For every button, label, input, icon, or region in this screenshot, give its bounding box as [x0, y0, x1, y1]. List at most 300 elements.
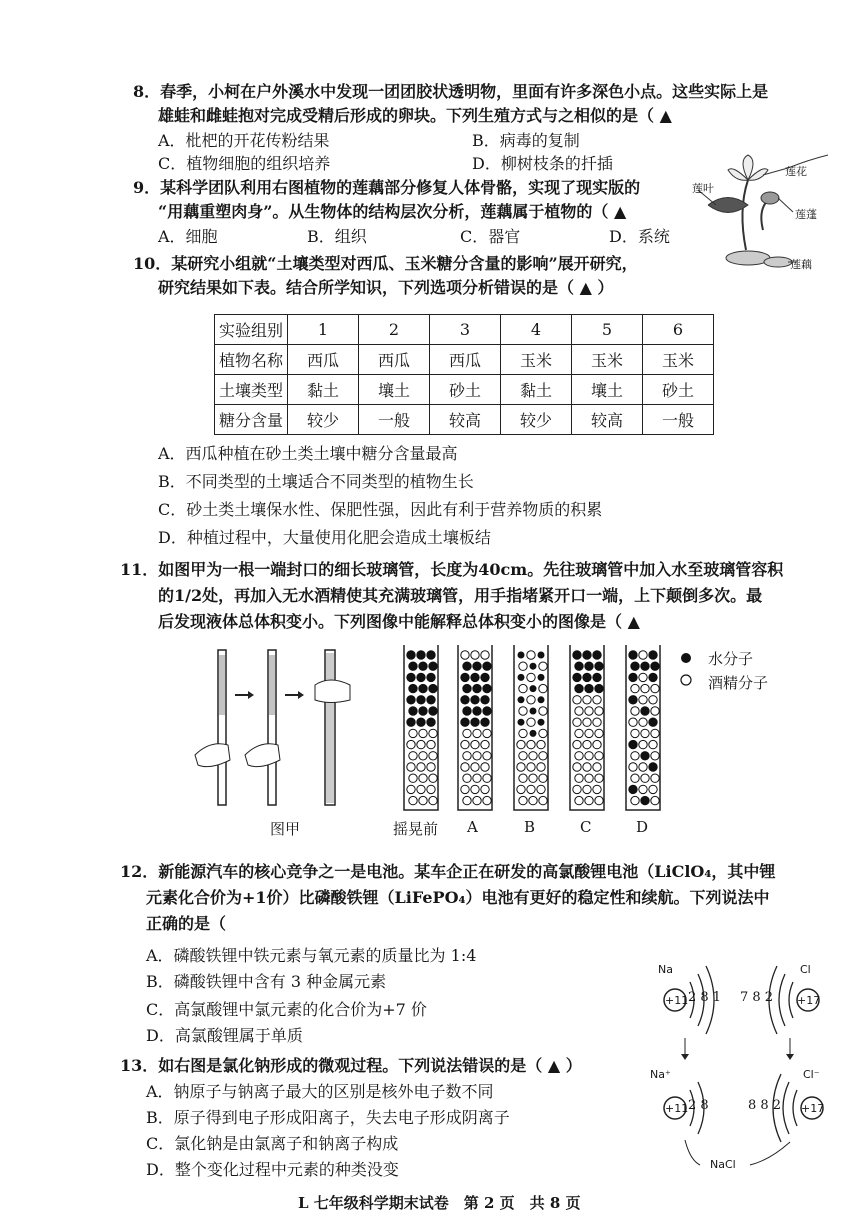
- alcohol-molecule: [537, 763, 545, 771]
- alcohol-molecule: [641, 684, 649, 692]
- water-molecule: [473, 707, 481, 715]
- table-row: [215, 375, 714, 405]
- alcohol-molecule: [419, 774, 427, 782]
- table-row: [215, 315, 714, 345]
- water-molecule: [629, 696, 637, 704]
- alcohol-molecule: [639, 673, 647, 681]
- cl-ion-shell-electrons: 8 8 2: [748, 1098, 782, 1113]
- water-molecule: [641, 662, 649, 670]
- legend-alcohol: 酒精分子: [708, 674, 769, 692]
- alcohol-molecule: [539, 662, 547, 670]
- alcohol-molecule: [529, 774, 537, 782]
- alcohol-molecule: [573, 696, 581, 704]
- water-molecule: [593, 651, 601, 659]
- tube-label-b: B: [524, 818, 536, 836]
- alcohol-molecule: [463, 729, 471, 737]
- water-molecule: [463, 707, 471, 715]
- na-nucleus: +11: [665, 994, 689, 1007]
- q9-option-d: D．系统: [609, 227, 670, 246]
- alcohol-molecule: [419, 752, 427, 760]
- figure-jia: [190, 645, 370, 815]
- alcohol-molecule: [595, 729, 603, 737]
- table-cell: 较少: [501, 405, 572, 435]
- soil-sugar-table: [214, 314, 714, 435]
- alcohol-molecule: [483, 774, 491, 782]
- water-molecule: [461, 696, 469, 704]
- alcohol-molecule: [417, 785, 425, 793]
- alcohol-molecule: [429, 774, 437, 782]
- tube-label-c: C: [580, 818, 592, 836]
- alcohol-molecule: [417, 763, 425, 771]
- alcohol-molecule: [585, 774, 593, 782]
- water-molecule: [481, 696, 489, 704]
- alcohol-molecule: [481, 785, 489, 793]
- q11-stem-line3: 后发现液体总体积变小。下列图像中能解释总体积变小的图像是（ ▲: [158, 612, 640, 631]
- alcohol-molecule: [527, 740, 535, 748]
- q8-stem-line2: 雄蛙和雌蛙抱对完成受精后形成的卵块。下列生殖方式与之相似的是（ ▲: [158, 106, 672, 125]
- water-molecule: [575, 684, 583, 692]
- alcohol-molecule: [585, 752, 593, 760]
- alcohol-molecule: [473, 796, 481, 804]
- table-cell: 3: [430, 315, 501, 345]
- q9-option-a: A．细胞: [158, 227, 218, 246]
- alcohol-molecule: [639, 651, 647, 659]
- water-molecule: [530, 686, 536, 692]
- water-molecule: [518, 674, 524, 680]
- table-cell: 较高: [572, 405, 643, 435]
- alcohol-molecule: [575, 729, 583, 737]
- water-molecule: [409, 662, 417, 670]
- alcohol-molecule: [461, 740, 469, 748]
- water-molecule: [471, 696, 479, 704]
- water-molecule: [518, 697, 524, 703]
- table-cell: 2: [359, 315, 430, 345]
- alcohol-molecule: [575, 752, 583, 760]
- water-molecule: [641, 752, 649, 760]
- alcohol-molecule: [517, 740, 525, 748]
- tube-label-d: D: [636, 818, 649, 836]
- water-molecule: [427, 696, 435, 704]
- alcohol-molecule: [575, 774, 583, 782]
- tube-label-a: A: [467, 818, 478, 836]
- table-cell: 较高: [430, 405, 501, 435]
- alcohol-molecule: [407, 763, 415, 771]
- lotus-label-root: 莲藕: [790, 258, 812, 271]
- table-cell: 西瓜: [430, 345, 501, 375]
- cl-atom-label: Cl: [800, 963, 811, 976]
- cl-ion-label: Cl⁻: [803, 1068, 820, 1081]
- cl-ion-nucleus: +17: [801, 1102, 825, 1115]
- water-molecule: [573, 651, 581, 659]
- table-cell: 实验组别: [215, 315, 288, 345]
- alcohol-molecule: [473, 774, 481, 782]
- alcohol-molecule: [539, 774, 547, 782]
- alcohol-molecule: [583, 740, 591, 748]
- water-molecule: [427, 718, 435, 726]
- alcohol-molecule: [641, 774, 649, 782]
- alcohol-molecule: [519, 684, 527, 692]
- water-molecule: [417, 673, 425, 681]
- alcohol-molecule: [573, 740, 581, 748]
- alcohol-molecule: [471, 763, 479, 771]
- alcohol-molecule: [409, 796, 417, 804]
- q12-option-d: D．高氯酸锂属于单质: [146, 1026, 303, 1045]
- alcohol-molecule: [651, 796, 659, 804]
- water-molecule: [429, 684, 437, 692]
- water-molecule: [649, 673, 657, 681]
- alcohol-molecule: [631, 707, 639, 715]
- alcohol-molecule: [649, 740, 657, 748]
- alcohol-molecule: [527, 673, 535, 681]
- lotus-label-leaf: 莲叶: [692, 182, 714, 195]
- na-ion-shell-electrons: 2 8: [688, 1098, 709, 1113]
- alcohol-molecule: [409, 752, 417, 760]
- alcohol-molecule: [639, 785, 647, 793]
- table-row: [215, 345, 714, 375]
- molecule-tubes: [396, 640, 676, 815]
- alcohol-molecule: [483, 796, 491, 804]
- alcohol-molecule: [593, 718, 601, 726]
- water-molecule: [538, 719, 544, 725]
- q13-option-b: B．原子得到电子形成阳离子，失去电子形成阴离子: [146, 1108, 510, 1127]
- q8-option-b: B．病毒的复制: [472, 131, 580, 150]
- na-ion-label: Na⁺: [650, 1068, 671, 1081]
- water-molecule: [407, 673, 415, 681]
- table-row: [215, 405, 714, 435]
- alcohol-molecule: [595, 774, 603, 782]
- alcohol-molecule: [409, 729, 417, 737]
- q8-option-c: C．植物细胞的组织培养: [158, 154, 331, 173]
- alcohol-molecule: [593, 696, 601, 704]
- alcohol-molecule: [527, 696, 535, 704]
- alcohol-molecule: [649, 696, 657, 704]
- water-molecule: [518, 652, 524, 658]
- legend-markers: [678, 650, 694, 690]
- alcohol-molecule: [651, 774, 659, 782]
- water-molecule: [649, 651, 657, 659]
- table-cell: 土壤类型: [215, 375, 288, 405]
- water-molecule: [585, 684, 593, 692]
- alcohol-molecule: [537, 785, 545, 793]
- alcohol-molecule: [529, 796, 537, 804]
- alcohol-molecule: [527, 763, 535, 771]
- table-cell: 西瓜: [359, 345, 430, 375]
- alcohol-molecule: [575, 796, 583, 804]
- alcohol-molecule: [641, 729, 649, 737]
- water-molecule: [473, 662, 481, 670]
- q12-stem-line3: 正确的是（: [146, 914, 227, 933]
- alcohol-molecule: [407, 740, 415, 748]
- alcohol-molecule: [629, 763, 637, 771]
- water-molecule: [429, 662, 437, 670]
- table-cell: 一般: [359, 405, 430, 435]
- alcohol-molecule: [595, 707, 603, 715]
- water-molecule: [419, 662, 427, 670]
- table-cell: 玉米: [501, 345, 572, 375]
- q9-stem-line1: 9．某科学团队利用右图植物的莲藕部分修复人体骨骼，实现了现实版的: [133, 178, 641, 197]
- alcohol-molecule: [461, 651, 469, 659]
- water-molecule: [649, 763, 657, 771]
- q12-option-b: B．磷酸铁锂中含有 3 种金属元素: [146, 972, 387, 991]
- water-molecule: [417, 718, 425, 726]
- alcohol-molecule: [583, 718, 591, 726]
- alcohol-molecule: [481, 651, 489, 659]
- q9-option-c: C．器官: [460, 227, 521, 246]
- water-molecule: [629, 740, 637, 748]
- water-molecule: [573, 673, 581, 681]
- water-molecule: [483, 662, 491, 670]
- water-molecule: [538, 652, 544, 658]
- alcohol-molecule: [639, 718, 647, 726]
- water-molecule: [641, 796, 649, 804]
- q13-option-a: A．钠原子与钠离子最大的区别是核外电子数不同: [146, 1082, 494, 1101]
- na-ion-nucleus: +11: [665, 1102, 689, 1115]
- alcohol-molecule: [427, 785, 435, 793]
- alcohol-molecule: [517, 785, 525, 793]
- caption-before-shaking: 摇晃前: [393, 820, 439, 838]
- water-molecule: [463, 662, 471, 670]
- q12-stem-line2: 元素化合价为+1价）比磷酸铁锂（LiFePO₄）电池有更好的稳定性和续航。下列说法中: [146, 888, 770, 907]
- water-molecule: [585, 662, 593, 670]
- water-molecule: [518, 719, 524, 725]
- water-molecule: [483, 707, 491, 715]
- alcohol-molecule: [481, 740, 489, 748]
- alcohol-molecule: [419, 796, 427, 804]
- water-molecule: [483, 684, 491, 692]
- table-cell: 西瓜: [288, 345, 359, 375]
- cl-shell-electrons: 7 8 2: [740, 990, 774, 1005]
- alcohol-molecule: [651, 752, 659, 760]
- alcohol-molecule: [539, 729, 547, 737]
- alcohol-molecule: [483, 752, 491, 760]
- water-molecule: [631, 662, 639, 670]
- q8-option-a: A．枇杷的开花传粉结果: [158, 131, 330, 150]
- water-molecule: [407, 718, 415, 726]
- q13-option-d: D．整个变化过程中元素的种类没变: [146, 1160, 399, 1179]
- water-molecule: [530, 730, 536, 736]
- alcohol-molecule: [483, 729, 491, 737]
- alcohol-molecule: [527, 651, 535, 659]
- table-cell: 较少: [288, 405, 359, 435]
- table-cell: 1: [288, 315, 359, 345]
- table-cell: 一般: [643, 405, 714, 435]
- legend-water: 水分子: [708, 650, 754, 668]
- water-molecule: [429, 707, 437, 715]
- water-molecule: [629, 651, 637, 659]
- water-molecule: [583, 651, 591, 659]
- alcohol-molecule: [539, 707, 547, 715]
- alcohol-molecule: [575, 707, 583, 715]
- table-cell: 植物名称: [215, 345, 288, 375]
- table-cell: 糖分含量: [215, 405, 288, 435]
- water-molecule: [629, 785, 637, 793]
- alcohol-molecule: [639, 740, 647, 748]
- water-molecule: [419, 684, 427, 692]
- water-molecule: [471, 718, 479, 726]
- water-molecule: [461, 718, 469, 726]
- alcohol-molecule: [595, 752, 603, 760]
- alcohol-molecule: [631, 796, 639, 804]
- alcohol-molecule: [651, 684, 659, 692]
- alcohol-molecule: [631, 774, 639, 782]
- water-molecule: [651, 662, 659, 670]
- alcohol-molecule: [471, 785, 479, 793]
- lotus-label-flower: 莲花: [785, 165, 807, 178]
- q12-option-a: A．磷酸铁锂中铁元素与氧元素的质量比为 1:4: [146, 946, 477, 965]
- water-molecule: [481, 718, 489, 726]
- alcohol-molecule: [463, 796, 471, 804]
- water-molecule: [538, 697, 544, 703]
- alcohol-molecule: [649, 785, 657, 793]
- alcohol-molecule: [519, 662, 527, 670]
- alcohol-molecule: [593, 763, 601, 771]
- q10-option-c: C．砂土类土壤保水性、保肥性强，因此有利于营养物质的积累: [158, 500, 603, 519]
- alcohol-molecule: [463, 774, 471, 782]
- water-molecule: [407, 651, 415, 659]
- alcohol-molecule: [527, 785, 535, 793]
- alcohol-molecule: [481, 763, 489, 771]
- table-cell: 壤土: [359, 375, 430, 405]
- q13-option-c: C．氯化钠是由氯离子和钠离子构成: [146, 1134, 399, 1153]
- q13-stem: 13．如右图是氯化钠形成的微观过程。下列说法错误的是（ ▲ ）: [120, 1056, 582, 1075]
- alcohol-molecule: [573, 785, 581, 793]
- alcohol-molecule: [429, 796, 437, 804]
- water-molecule: [409, 707, 417, 715]
- q8-option-d: D．柳树枝条的扦插: [472, 154, 613, 173]
- water-molecule: [593, 673, 601, 681]
- alcohol-molecule: [519, 796, 527, 804]
- q10-option-d: D．种植过程中，大量使用化肥会造成土壤板结: [158, 528, 491, 547]
- water-molecule: [641, 707, 649, 715]
- alcohol-molecule: [517, 763, 525, 771]
- alcohol-molecule: [427, 740, 435, 748]
- q11-stem-line2: 的1/2处，再加入无水酒精使其充满玻璃管，用手指堵紧开口一端，上下颠倒多次。最: [158, 586, 763, 605]
- water-molecule: [407, 696, 415, 704]
- table-cell: 6: [643, 315, 714, 345]
- nacl-formation-diagram: [640, 950, 840, 1175]
- alcohol-molecule: [583, 763, 591, 771]
- alcohol-molecule: [573, 763, 581, 771]
- alcohol-molecule: [595, 796, 603, 804]
- table-cell: 黏土: [501, 375, 572, 405]
- na-atom-label: Na: [658, 963, 673, 976]
- alcohol-molecule: [407, 785, 415, 793]
- na-shell-electrons: 2 8 1: [688, 990, 722, 1005]
- table-cell: 4: [501, 315, 572, 345]
- table-cell: 壤土: [572, 375, 643, 405]
- alcohol-molecule: [539, 796, 547, 804]
- water-molecule: [473, 684, 481, 692]
- q8-stem-line1: 8．春季，小柯在户外溪水中发现一团团胶状透明物，里面有许多深色小点。这些实际上是: [133, 82, 769, 101]
- alcohol-molecule: [573, 718, 581, 726]
- alcohol-molecule: [529, 752, 537, 760]
- q11-stem-line1: 11．如图甲为一根一端封口的细长玻璃管，长度为40cm。先往玻璃管中加入水至玻璃管容积: [120, 560, 784, 579]
- alcohol-molecule: [631, 684, 639, 692]
- water-molecule: [471, 673, 479, 681]
- alcohol-molecule: [461, 763, 469, 771]
- alcohol-molecule: [593, 785, 601, 793]
- water-molecule: [409, 684, 417, 692]
- water-molecule: [417, 696, 425, 704]
- caption-jia: 图甲: [270, 820, 301, 838]
- water-molecule: [463, 684, 471, 692]
- water-molecule: [583, 673, 591, 681]
- page-footer: L 七年级科学期末试卷 第 2 页 共 8 页: [298, 1194, 581, 1212]
- table-cell: 砂土: [430, 375, 501, 405]
- water-molecule: [530, 663, 536, 669]
- table-cell: 砂土: [643, 375, 714, 405]
- alcohol-molecule: [427, 763, 435, 771]
- q10-stem-line2: 研究结果如下表。结合所学知识，下列选项分析错误的是（ ▲ ）: [158, 278, 614, 297]
- water-molecule: [595, 684, 603, 692]
- table-cell: 玉米: [643, 345, 714, 375]
- water-molecule: [419, 707, 427, 715]
- alcohol-molecule: [639, 696, 647, 704]
- q12-option-c: C．高氯酸锂中氯元素的化合价为+7 价: [146, 1000, 427, 1019]
- water-molecule: [629, 673, 637, 681]
- alcohol-molecule: [527, 718, 535, 726]
- cl-nucleus: +17: [797, 994, 821, 1007]
- alcohol-molecule: [585, 729, 593, 737]
- table-cell: 黏土: [288, 375, 359, 405]
- alcohol-molecule: [537, 740, 545, 748]
- water-molecule: [530, 708, 536, 714]
- q9-option-b: B．组织: [307, 227, 367, 246]
- water-molecule: [427, 673, 435, 681]
- q9-stem-line2: “用藕重塑肉身”。从生物体的结构层次分析，莲藕属于植物的（ ▲: [158, 202, 627, 221]
- alcohol-molecule: [473, 752, 481, 760]
- q10-option-b: B．不同类型的土壤适合不同类型的植物生长: [158, 472, 474, 491]
- q10-stem-line1: 10．某研究小组就“土壤类型对西瓜、玉米糖分含量的影响”展开研究，: [133, 254, 638, 273]
- alcohol-molecule: [585, 796, 593, 804]
- alcohol-molecule: [471, 651, 479, 659]
- alcohol-molecule: [631, 752, 639, 760]
- q12-stem-line1: 12．新能源汽车的核心竞争之一是电池。某车企正在研发的高氯酸锂电池（LiClO₄，其中锂: [120, 862, 776, 881]
- alcohol-molecule: [519, 729, 527, 737]
- water-molecule: [649, 718, 657, 726]
- alcohol-molecule: [473, 729, 481, 737]
- water-molecule: [427, 651, 435, 659]
- alcohol-molecule: [585, 707, 593, 715]
- alcohol-molecule: [429, 729, 437, 737]
- alcohol-molecule: [471, 740, 479, 748]
- alcohol-molecule: [539, 752, 547, 760]
- q10-option-a: A．西瓜种植在砂土类土壤中糖分含量最高: [158, 444, 458, 463]
- alcohol-molecule: [429, 752, 437, 760]
- alcohol-molecule: [651, 729, 659, 737]
- alcohol-molecule: [631, 729, 639, 737]
- water-molecule: [417, 651, 425, 659]
- table-cell: 玉米: [572, 345, 643, 375]
- alcohol-molecule: [539, 684, 547, 692]
- water-molecule: [481, 673, 489, 681]
- alcohol-molecule: [463, 752, 471, 760]
- alcohol-molecule: [583, 696, 591, 704]
- water-molecule: [595, 662, 603, 670]
- alcohol-molecule: [417, 740, 425, 748]
- alcohol-molecule: [639, 763, 647, 771]
- alcohol-molecule: [519, 752, 527, 760]
- alcohol-molecule: [651, 707, 659, 715]
- alcohol-molecule: [409, 774, 417, 782]
- alcohol-molecule: [519, 774, 527, 782]
- alcohol-molecule: [629, 718, 637, 726]
- table-cell: 5: [572, 315, 643, 345]
- water-molecule: [538, 674, 544, 680]
- lotus-label-seedpod: 莲蓬: [795, 208, 817, 221]
- alcohol-molecule: [419, 729, 427, 737]
- alcohol-molecule: [593, 740, 601, 748]
